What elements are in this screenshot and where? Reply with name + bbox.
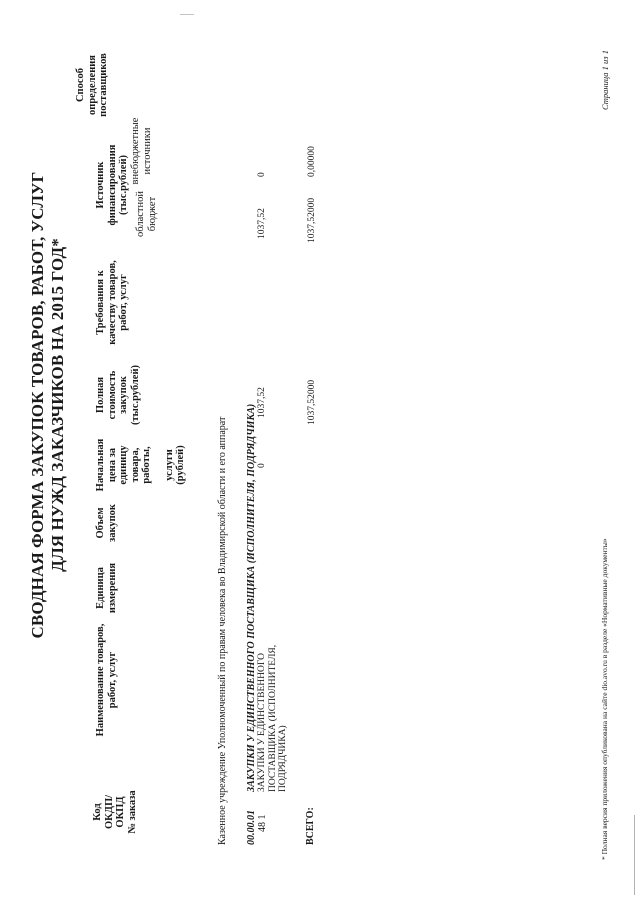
row-name: ЗАКУПКИ У ЕДИНСТВЕННОГО ПОСТАВЩИКА (ИСПОЛНИТЕЛЯ, ПОДРЯДЧИКА) bbox=[257, 644, 288, 792]
document-title-line2: ДЛЯ НУЖД ЗАКАЗЧИКОВ НА 2015 ГОД* bbox=[48, 238, 67, 572]
total-regional: 1037,52000 bbox=[307, 197, 317, 243]
document-title-line1: СВОДНАЯ ФОРМА ЗАКУПОК ТОВАРОВ, РАБОТ, УСЛУГ bbox=[28, 171, 47, 639]
total-extra: 0,00000 bbox=[307, 146, 317, 177]
total-sum: 1037,52000 bbox=[307, 379, 317, 425]
row-total: 1037,52 bbox=[257, 387, 267, 418]
header-total: Полная стоимость закупок (тыс.рублей) bbox=[95, 364, 141, 426]
header-source-regional: областной бюджет bbox=[135, 191, 158, 237]
header-source: Источник финансирования (тыс.рублей) bbox=[95, 144, 129, 226]
header-volume: Объем закупок bbox=[95, 504, 118, 542]
page-number: Страница 1 из 1 bbox=[600, 50, 610, 110]
group-code: 00.00.01 bbox=[246, 810, 257, 845]
footnote: * Полная версия приложения опубликована на сайте dio.avo.ru в разделе «Нормативные документы» bbox=[600, 538, 609, 860]
scan-edge-mark bbox=[180, 14, 194, 15]
header-method: Способ определения поставщиков bbox=[75, 53, 109, 117]
scan-edge-mark bbox=[634, 815, 635, 895]
header-requirements: Требования к качеству товаров, работ, услуг bbox=[95, 260, 129, 345]
row-price: 0 bbox=[257, 463, 267, 468]
group-label: ЗАКУПКИ У ЕДИНСТВЕННОГО ПОСТАВЩИКА (ИСПОЛНИТЕЛЯ, ПОДРЯДЧИКА) bbox=[246, 403, 257, 792]
header-name: Наименование товаров, работ, услуг bbox=[95, 623, 118, 737]
header-price: Начальная цена за единицу товара, работы, услуги (рублей) bbox=[95, 438, 186, 492]
organization-name: Казенное учреждение Уполномоченный по правам человека во Владимирской области и его аппарат bbox=[217, 416, 228, 845]
row-code: 48 1 bbox=[257, 814, 268, 832]
row-extra: 0 bbox=[257, 172, 267, 177]
header-source-extra: внебюджетные источники bbox=[130, 117, 153, 185]
header-unit: Единица измерения bbox=[95, 562, 118, 614]
header-code: Код ОКДП/ ОКПД № заказа bbox=[92, 790, 138, 834]
total-label: ВСЕГО: bbox=[305, 807, 316, 845]
row-regional: 1037,52 bbox=[257, 208, 267, 239]
